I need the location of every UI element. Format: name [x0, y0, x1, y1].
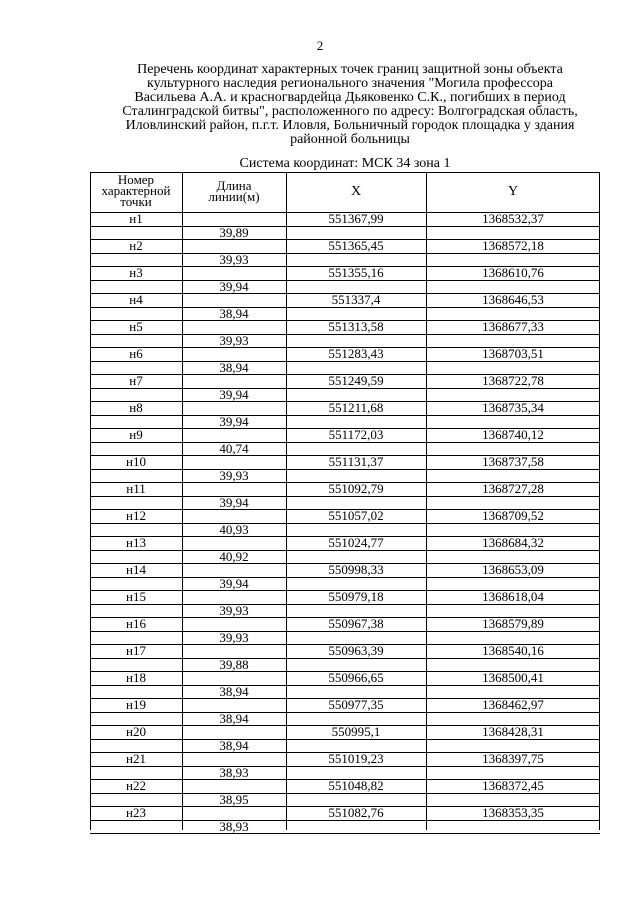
line-length-cell: 38,93: [219, 819, 249, 834]
table-grid-line: [90, 388, 600, 389]
table-grid-line: [90, 415, 600, 416]
point-name-cell: н7: [129, 373, 143, 388]
y-coordinate-cell: 1368740,12: [482, 427, 544, 442]
table-grid-line: [90, 739, 600, 740]
title-line: Сталинградской битвы", расположенного по адресу: Волгоградская область,: [122, 104, 578, 119]
y-coordinate-cell: 1368540,16: [482, 643, 544, 658]
y-coordinate-cell: 1368397,75: [482, 751, 544, 766]
header-x: X: [350, 184, 362, 199]
y-coordinate-cell: 1368727,28: [482, 481, 544, 496]
table-grid-line: [90, 793, 600, 794]
x-coordinate-cell: 551172,03: [328, 427, 384, 442]
table-grid-line: [90, 631, 600, 632]
line-length-cell: 39,88: [219, 657, 249, 672]
y-coordinate-cell: 1368684,32: [482, 535, 544, 550]
point-name-cell: н5: [129, 319, 143, 334]
point-name-cell: н17: [126, 643, 146, 658]
table-grid-line: [90, 334, 600, 335]
x-coordinate-cell: 551131,37: [328, 454, 384, 469]
x-coordinate-cell: 551082,76: [328, 805, 384, 820]
line-length-cell: 38,95: [219, 792, 249, 807]
point-name-cell: н6: [129, 346, 143, 361]
point-name-cell: н2: [129, 238, 143, 253]
line-length-cell: 38,94: [219, 684, 249, 699]
line-length-cell: 39,89: [219, 225, 249, 240]
table-grid-line: [90, 307, 600, 308]
y-coordinate-cell: 1368462,97: [482, 697, 544, 712]
title-line: районной больницы: [290, 132, 410, 147]
y-coordinate-cell: 1368677,33: [482, 319, 544, 334]
y-coordinate-cell: 1368735,34: [482, 400, 544, 415]
line-length-cell: 38,94: [219, 360, 249, 375]
point-name-cell: н22: [126, 778, 146, 793]
header-point-number: [90, 174, 182, 207]
line-length-cell: 40,93: [219, 522, 249, 537]
table-grid-line: [90, 226, 600, 227]
point-name-cell: н18: [126, 670, 146, 685]
y-coordinate-cell: 1368646,53: [482, 292, 544, 307]
line-length-cell: 40,92: [219, 549, 249, 564]
point-name-cell: н11: [126, 481, 146, 496]
table-grid-line: [90, 361, 600, 362]
title-line: Перечень координат характерных точек границ защитной зоны объекта: [137, 62, 563, 77]
line-length-cell: 39,94: [219, 495, 249, 510]
point-name-cell: н4: [129, 292, 143, 307]
point-name-cell: н1: [129, 211, 143, 226]
line-length-cell: 39,93: [219, 333, 249, 348]
y-coordinate-cell: 1368428,31: [482, 724, 544, 739]
line-length-cell: 39,93: [219, 468, 249, 483]
table-grid-line: [90, 833, 600, 834]
table-grid-line: [90, 712, 600, 713]
y-coordinate-cell: 1368532,37: [482, 211, 544, 226]
x-coordinate-cell: 550995,1: [331, 724, 381, 739]
x-coordinate-cell: 551283,43: [328, 346, 384, 361]
y-coordinate-cell: 1368737,58: [482, 454, 544, 469]
coordinate-system-label: Система координат: МСК 34 зона 1: [239, 156, 451, 171]
y-coordinate-cell: 1368372,45: [482, 778, 544, 793]
title-line: Васильева А.А. и красногвардейца Дьяковенко С.К., погибших в период: [134, 90, 566, 105]
y-coordinate-cell: 1368709,52: [482, 508, 544, 523]
point-name-cell: н12: [126, 508, 146, 523]
x-coordinate-cell: 551024,77: [328, 535, 384, 550]
line-length-cell: 39,94: [219, 279, 249, 294]
header-point-line: Номер: [117, 172, 155, 187]
x-coordinate-cell: 550977,35: [328, 697, 384, 712]
x-coordinate-cell: 551048,82: [328, 778, 384, 793]
table-grid-line: [90, 253, 600, 254]
point-name-cell: н16: [126, 616, 146, 631]
table-grid-line: [90, 523, 600, 524]
table-grid-line: [90, 496, 600, 497]
y-coordinate-cell: 1368610,76: [482, 265, 544, 280]
x-coordinate-cell: 550998,33: [328, 562, 384, 577]
document-title: [100, 63, 600, 147]
table-grid-line: [90, 766, 600, 767]
point-name-cell: н3: [129, 265, 143, 280]
x-coordinate-cell: 550963,39: [328, 643, 384, 658]
table-grid-line: [90, 685, 600, 686]
x-coordinate-cell: 551355,16: [328, 265, 384, 280]
point-name-cell: н10: [126, 454, 146, 469]
point-name-cell: н13: [126, 535, 146, 550]
x-coordinate-cell: 551019,23: [328, 751, 384, 766]
point-name-cell: н23: [126, 805, 146, 820]
x-coordinate-cell: 550979,18: [328, 589, 384, 604]
line-length-cell: 39,93: [219, 630, 249, 645]
header-point-line: характерной: [101, 183, 171, 198]
title-line: Иловлинский район, п.г.т. Иловля, Больничный городок площадка у здания: [125, 118, 575, 133]
line-length-cell: 38,93: [219, 765, 249, 780]
x-coordinate-cell: 551337,4: [331, 292, 381, 307]
x-coordinate-cell: 551211,68: [328, 400, 384, 415]
y-coordinate-cell: 1368653,09: [482, 562, 544, 577]
x-coordinate-cell: 551249,59: [328, 373, 384, 388]
point-name-cell: н9: [129, 427, 143, 442]
line-length-cell: 39,94: [219, 387, 249, 402]
line-length-cell: 39,94: [219, 414, 249, 429]
x-coordinate-cell: 550967,38: [328, 616, 384, 631]
x-coordinate-cell: 551313,58: [328, 319, 384, 334]
y-coordinate-cell: 1368500,41: [482, 670, 544, 685]
table-grid-line: [90, 442, 600, 443]
table-grid-line: [90, 604, 600, 605]
header-y: Y: [507, 184, 519, 199]
line-length-cell: 38,94: [219, 711, 249, 726]
point-name-cell: н8: [129, 400, 143, 415]
line-length-cell: 40,74: [219, 441, 249, 456]
line-length-cell: 38,94: [219, 306, 249, 321]
header-line-length: [182, 180, 286, 202]
table-grid-line: [90, 280, 600, 281]
table-grid-line: [90, 820, 600, 821]
x-coordinate-cell: 551365,45: [328, 238, 384, 253]
coordinates-table: [90, 172, 600, 834]
y-coordinate-cell: 1368353,35: [482, 805, 544, 820]
y-coordinate-cell: 1368618,04: [482, 589, 544, 604]
table-grid-line: [90, 469, 600, 470]
header-length-line: линии(м): [208, 189, 260, 204]
point-name-cell: н21: [126, 751, 146, 766]
title-line: культурного наследия регионального значения "Могила профессора: [146, 76, 554, 91]
point-name-cell: н14: [126, 562, 146, 577]
point-name-cell: н15: [126, 589, 146, 604]
line-length-cell: 38,94: [219, 738, 249, 753]
x-coordinate-cell: 551367,99: [328, 211, 384, 226]
line-length-cell: 39,94: [219, 576, 249, 591]
x-coordinate-cell: 551092,79: [328, 481, 384, 496]
table-grid-line: [90, 577, 600, 578]
y-coordinate-cell: 1368572,18: [482, 238, 544, 253]
point-name-cell: н20: [126, 724, 146, 739]
line-length-cell: 39,93: [219, 603, 249, 618]
x-coordinate-cell: 550966,65: [328, 670, 384, 685]
page-number: 2: [316, 38, 324, 53]
y-coordinate-cell: 1368579,89: [482, 616, 544, 631]
y-coordinate-cell: 1368703,51: [482, 346, 544, 361]
header-length-line: Длина: [216, 178, 252, 193]
header-point-line: точки: [120, 194, 152, 209]
y-coordinate-cell: 1368722,78: [482, 373, 544, 388]
x-coordinate-cell: 551057,02: [328, 508, 384, 523]
table-grid-line: [90, 550, 600, 551]
table-grid-line: [90, 658, 600, 659]
table-grid-line: [90, 172, 600, 173]
point-name-cell: н19: [126, 697, 146, 712]
line-length-cell: 39,93: [219, 252, 249, 267]
